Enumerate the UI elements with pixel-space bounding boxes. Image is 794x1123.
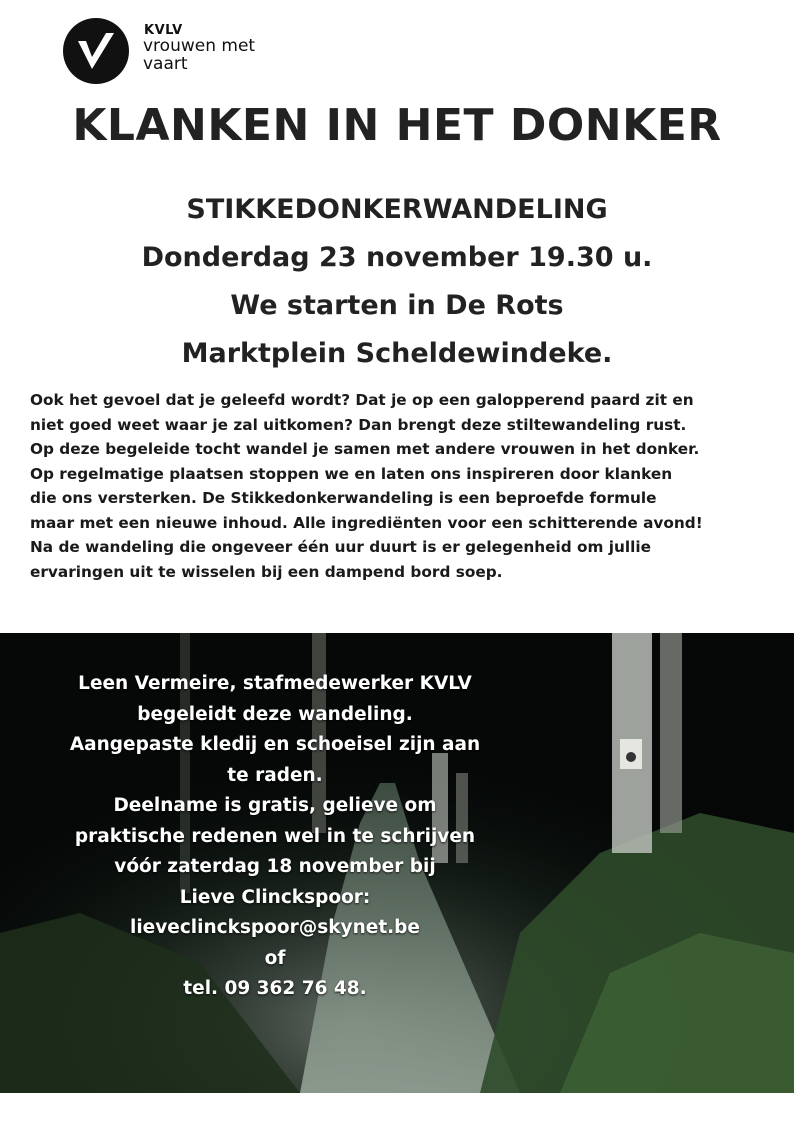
registration-line: vóór zaterdag 18 november bij xyxy=(114,856,436,877)
contact-email[interactable]: lieveclinckspoor@skynet.be xyxy=(130,917,420,938)
intro-paragraph xyxy=(30,388,782,584)
registration-line: Deelname is gratis, gelieve om xyxy=(113,795,437,816)
logo-brand: KVLV xyxy=(144,23,183,38)
event-details xyxy=(0,186,794,378)
contact-or: of xyxy=(264,947,286,969)
registration-line: praktische redenen wel in te schrijven xyxy=(74,825,476,847)
intro-line: Op deze begeleide tocht wandel je samen met andere vrouwen in het donker. xyxy=(30,440,700,458)
event-date: Donderdag 23 november 19.30 u. xyxy=(141,242,653,273)
event-name: STIKKEDONKERWANDELING xyxy=(186,194,608,225)
intro-line: Op regelmatige plaatsen stoppen we en laten ons inspireren door klanken xyxy=(30,464,673,483)
intro-line: die ons versterken. De Stikkedonkerwandeling is een beproefde formule xyxy=(30,489,657,507)
logo-tagline: vrouwen met vaart xyxy=(143,36,256,74)
clothing-line: te raden. xyxy=(227,764,323,786)
kvlv-logo-icon xyxy=(62,17,130,85)
intro-line: maar met een nieuwe inhoud. Alle ingrediënten voor een schitterende avond! xyxy=(30,513,703,532)
guide-line: begeleidt deze wandeling. xyxy=(137,703,413,725)
event-info-overlay xyxy=(20,669,530,1005)
contact-phone[interactable]: tel. 09 362 76 48. xyxy=(183,978,367,999)
intro-line: ervaringen uit te wisselen bij een dampend bord soep. xyxy=(30,562,503,581)
contact-name: Lieve Clinckspoor: xyxy=(179,886,371,908)
page-title: KLANKEN IN HET DONKER xyxy=(72,100,722,151)
clothing-line: Aangepaste kledij en schoeisel zijn aan xyxy=(69,734,481,755)
guide-line: Leen Vermeire, stafmedewerker KVLV xyxy=(78,673,472,694)
intro-line: niet goed weet waar je zal uitkomen? Dan brengt deze stiltewandeling rust. xyxy=(30,415,687,434)
intro-line: Na de wandeling die ongeveer één uur duurt is er gelegenheid om jullie xyxy=(30,538,652,556)
intro-line: Ook het gevoel dat je geleefd wordt? Dat je op een galopperend paard zit en xyxy=(30,391,694,409)
event-location: Marktplein Scheldewindeke. xyxy=(181,338,613,369)
event-start: We starten in De Rots xyxy=(230,290,564,321)
logo xyxy=(62,17,262,87)
